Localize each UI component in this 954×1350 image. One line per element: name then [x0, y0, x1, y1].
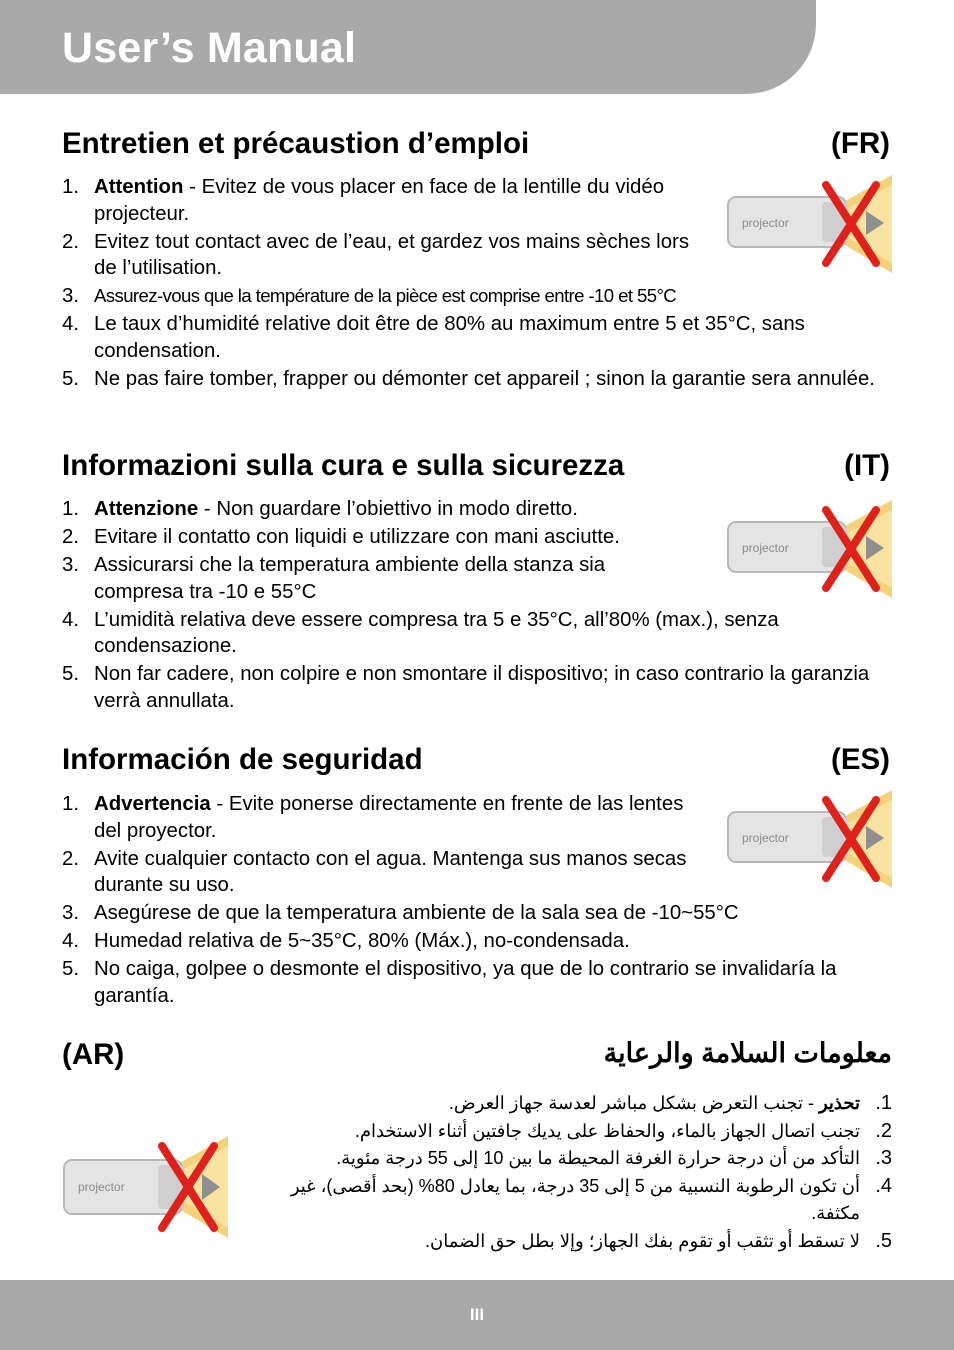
list-item: 2. Evitez tout contact avec de l’eau, et gardez vos mains sèches lors de l’utilisation. — [62, 230, 690, 279]
language-code: (FR) — [831, 127, 890, 160]
header-banner — [0, 0, 816, 94]
svg-text:projector: projector — [742, 831, 789, 845]
projector-warning-icon — [726, 500, 892, 598]
section-header — [62, 127, 890, 167]
language-code: (ES) — [831, 743, 890, 776]
list-item: 1. Advertencia - Evite ponerse directamente en frente de las lentes del proyector. — [62, 793, 684, 842]
list-item: 4. Humedad relativa de 5~35°C, 80% (Máx.), no-condensada. — [62, 930, 630, 952]
list-item: .4 أن تكون الرطوبة النسبية من 5 إلى 35 درجة، بما يعادل 80% (بحد أقصى)، غير مكثفة. — [290, 1174, 892, 1223]
list-item: .5 لا تسقط أو تثقب أو تقوم بفك الجهاز؛ وإلا بطل حق الضمان. — [425, 1229, 892, 1252]
list-item: 5. Ne pas faire tomber, frapper ou démonter cet appareil ; sinon la garantie sera annulée. — [62, 367, 875, 390]
projector-warning-icon — [62, 1136, 228, 1238]
list-item: 3. Assicurarsi che la temperatura ambiente della stanza sia compresa tra -10 e 55°C — [62, 554, 606, 603]
section-header — [62, 449, 890, 489]
list-item: 3. Assurez-vous que la température de la pièce est comprise entre -10 et 55°C — [62, 285, 677, 307]
list-item: 3. Asegúrese de que la temperatura ambiente de la sala sea de -10~55°C — [62, 902, 739, 924]
language-code: (AR) — [62, 1038, 125, 1071]
footer-bar — [0, 1280, 954, 1350]
list-item: .2 تجنب اتصال الجهاز بالماء، والحفاظ على يديك جافتين أثناء الاستخدام. — [354, 1119, 892, 1142]
list-item: 1. Attention - Evitez de vous placer en face de la lentille du vidéo projecteur. — [62, 176, 665, 225]
svg-text:projector: projector — [742, 216, 789, 230]
section-title: معلومات السلامة والرعاية — [603, 1038, 892, 1068]
list-item: 5. Non far cadere, non colpire e non smontare il dispositivo; in caso contrario la garanzia verrà annullata. — [62, 663, 870, 712]
manual-title: User’s Manual — [62, 24, 357, 72]
list-item: 5. No caiga, golpee o desmonte el dispositivo, ya que de lo contrario se invalidaría la garantía. — [62, 958, 837, 1007]
section-header — [62, 743, 890, 783]
projector-warning-icon — [726, 790, 892, 888]
list-item: 1. Attenzione - Non guardare l’obiettivo in modo diretto. — [62, 498, 578, 520]
list-item: 4. Le taux d’humidité relative doit être de 80% au maximum entre 5 et 35°C, sans condensation. — [62, 313, 805, 362]
svg-text:projector: projector — [742, 541, 789, 555]
list-item: .1 تحذير - تجنب التعرض بشكل مباشر لعدسة جهاز العرض. — [448, 1092, 892, 1114]
section-ar-header — [62, 1038, 892, 1078]
language-code: (IT) — [844, 449, 890, 482]
svg-text:projector: projector — [78, 1180, 125, 1194]
section-title: Informazioni sulla cura e sulla sicurezza — [62, 449, 625, 482]
list-item: 4. L’umidità relativa deve essere compresa tra 5 e 35°C, all’80% (max.), senza condensazione. — [62, 608, 779, 657]
projector-warning-icon — [726, 175, 892, 273]
list-item: 2. Evitare il contatto con liquidi e utilizzare con mani asciutte. — [62, 526, 620, 548]
list-item: .3 التأكد من أن درجة حرارة الغرفة المحيطة ما بين 10 إلى 55 درجة مئوية. — [336, 1147, 892, 1169]
section-title: Entretien et précaustion d’emploi — [62, 127, 530, 160]
precaution-list-arabic — [252, 1090, 892, 1255]
list-item: 2. Avite cualquier contacto con el agua. Mantenga sus manos secas durante su uso. — [62, 847, 687, 896]
section-title: Información de seguridad — [62, 743, 423, 776]
page-number: III — [469, 1305, 485, 1324]
